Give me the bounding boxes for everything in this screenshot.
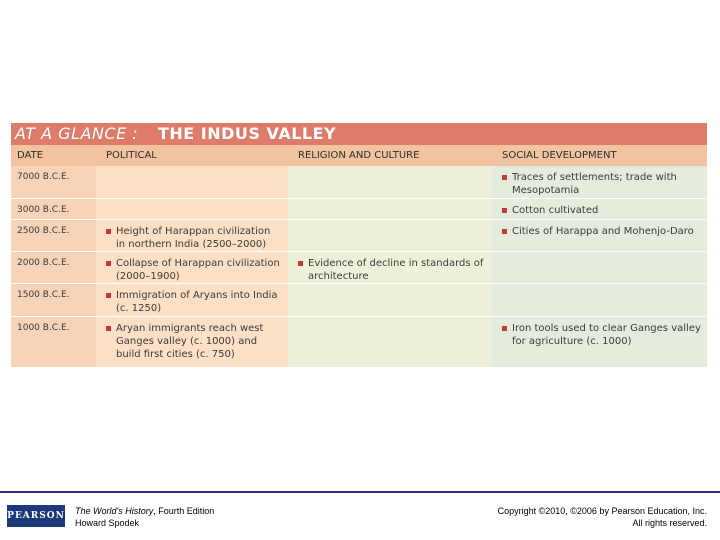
book-author: Howard Spodek — [75, 518, 140, 528]
book-title: The World's History — [75, 506, 154, 516]
entry-item — [502, 171, 701, 197]
religion-cell — [288, 284, 492, 317]
header-religion-culture: RELIGION AND CULTURE — [288, 145, 492, 166]
bullet-icon — [502, 208, 507, 213]
date-cell — [11, 199, 96, 220]
bullet-icon — [106, 326, 111, 331]
date-cell — [11, 317, 96, 367]
political-cell — [96, 284, 288, 317]
entry-text: Height of Harappan civilization in northern India (2500–2000) — [116, 226, 271, 250]
table-row — [11, 166, 707, 198]
date-label: 3000 B.C.E. — [17, 205, 70, 215]
at-a-glance-table — [11, 123, 707, 366]
religion-cell — [288, 317, 492, 367]
political-cell — [96, 220, 288, 252]
date-label: 1500 B.C.E. — [17, 290, 70, 300]
entry-item — [106, 257, 282, 283]
footer-book-info — [75, 505, 214, 529]
header-social-development: SOCIAL DEVELOPMENT — [492, 145, 707, 166]
table-row — [11, 219, 707, 252]
pearson-logo: PEARSON — [7, 505, 65, 527]
date-label: 7000 B.C.E. — [17, 172, 70, 182]
entry-item — [106, 322, 282, 361]
social-cell — [492, 220, 707, 252]
religion-cell — [288, 166, 492, 198]
header-date: DATE — [11, 145, 96, 166]
date-label: 2500 B.C.E. — [17, 226, 70, 236]
table-title-lead: AT A GLANCE : — [15, 124, 139, 143]
political-cell — [96, 166, 288, 198]
entry-item — [106, 289, 282, 315]
entry-text: Collapse of Harappan civilization (2000–1900) — [116, 258, 280, 282]
copyright-text: Copyright ©2010, ©2006 by Pearson Education, Inc. — [497, 506, 707, 516]
date-cell — [11, 220, 96, 252]
social-cell — [492, 284, 707, 317]
footer-copyright — [498, 505, 707, 529]
political-cell — [96, 252, 288, 284]
date-cell — [11, 166, 96, 198]
bullet-icon — [106, 293, 111, 298]
date-label: 2000 B.C.E. — [17, 258, 70, 268]
entry-text: Iron tools used to clear Ganges valley for agriculture (c. 1000) — [512, 323, 701, 347]
entry-item — [502, 225, 701, 238]
date-label: 1000 B.C.E. — [17, 323, 70, 333]
entry-item — [298, 257, 486, 283]
table-title-bar — [11, 123, 707, 145]
footer-divider — [0, 491, 720, 493]
religion-cell — [288, 199, 492, 220]
entry-item — [106, 225, 282, 251]
date-cell — [11, 252, 96, 284]
political-cell — [96, 317, 288, 367]
table-title: THE INDUS VALLEY — [158, 124, 337, 143]
bullet-icon — [106, 229, 111, 234]
religion-cell — [288, 252, 492, 284]
table-row — [11, 283, 707, 317]
bullet-icon — [502, 326, 507, 331]
entry-text: Evidence of decline in standards of architecture — [308, 258, 484, 282]
entry-text: Immigration of Aryans into India (c. 1250) — [116, 290, 278, 314]
entry-text: Traces of settlements; trade with Mesopotamia — [512, 172, 677, 196]
social-cell — [492, 317, 707, 367]
social-cell — [492, 252, 707, 284]
entry-text: Cities of Harappa and Mohenjo-Daro — [512, 226, 694, 237]
entry-text: Cotton cultivated — [512, 205, 599, 216]
political-cell — [96, 199, 288, 220]
bullet-icon — [502, 175, 507, 180]
table-row — [11, 316, 707, 367]
social-cell — [492, 166, 707, 198]
table-row — [11, 251, 707, 284]
header-political: POLITICAL — [96, 145, 288, 166]
table-row — [11, 198, 707, 220]
bullet-icon — [106, 261, 111, 266]
social-cell — [492, 199, 707, 220]
book-edition: , Fourth Edition — [153, 506, 215, 516]
entry-item — [502, 204, 701, 217]
bullet-icon — [502, 229, 507, 234]
entry-text: Aryan immigrants reach west Ganges valley (c. 1000) and build first cities (c. 750) — [116, 323, 264, 360]
rights-text: All rights reserved. — [632, 518, 707, 528]
bullet-icon — [298, 261, 303, 266]
entry-item — [502, 322, 701, 348]
date-cell — [11, 284, 96, 317]
religion-cell — [288, 220, 492, 252]
